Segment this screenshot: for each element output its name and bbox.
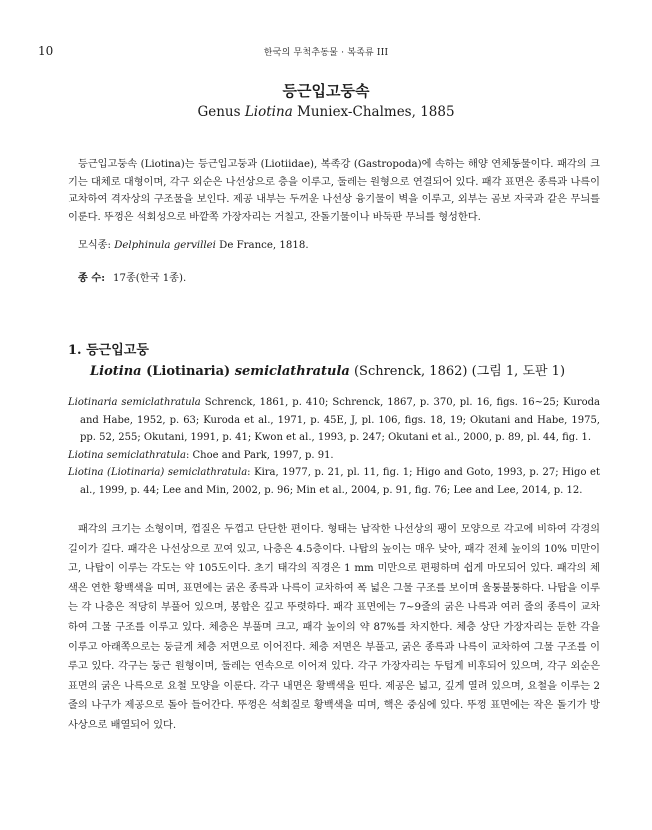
synonymy-entry — [68, 464, 600, 499]
type-species-name: Delphinula gervillei — [114, 240, 216, 251]
synonymy-citations: : Kira, 1977, p. 21, pl. 11, fig. 1; Higo and Goto, 1993, p. 27; Higo et al., 1999, p. 44; Lee and Min, 2002, p. 96; Min et al., 2004, p. 91, fig. 76; Lee and Lee, 2014, p. 12. — [80, 467, 600, 496]
synonymy-list — [68, 394, 600, 499]
genus-title-name: Liotina — [244, 104, 293, 120]
species-count — [78, 269, 186, 284]
running-header: 한국의 무척추동물 · 복족류 III — [263, 48, 389, 58]
genus-title-korean: 등근입고둥속 — [282, 82, 370, 100]
synonymy-entry — [68, 394, 600, 447]
synonymy-entry — [68, 447, 600, 465]
genus-title-authority: Muniex-Chalmes, 1885 — [292, 104, 455, 120]
synonymy-name: Liotina (Liotinaria) semiclathratula — [68, 467, 248, 478]
genus-introduction: 등근입고둥속 (Liotina)는 등근입고둥과 (Liotiidae), 복족강 (Gastropoda)에 속하는 해양 연체동물이다. 패각의 크기는 대체로 대형이며, 각구 외순은 나선상으로 층을 이루고, 둘레는 원형으로 연결되어 있다. 패각 표면은 종륵과 나륵이 교차하여 격자상의 구조물을 보인다. 제공 내부는 두꺼운 나선상 융기물이 벽을 이루고, 외부는 곰보 자국과 같은 무늬를 이룬다. 뚜껑은 석회성으로 바깥쪽 가장자리는 거칠고, 잔돌기물이나 바둑판 무늬를 형성한다. — [68, 159, 600, 223]
synonymy-name: Liotinaria semiclathratula — [68, 397, 201, 408]
species-heading: 1. 등근입고둥 — [68, 343, 149, 358]
synonymy-citations: Schrenck, 1861, p. 410; Schrenck, 1867, p. 370, pl. 16, figs. 16~25; Kuroda and Habe, 1952, p. 63; Kuroda et al., 1971, p. 45E, J, pl. 106, figs. 18, 19; Okutani and Habe, 1975, pp. 52, 255; Okutani, 1991, p. 41; Kwon et al., 1993, p. 247; Okutani et al., 2000, p. 89, pl. 44, fig. 1. — [80, 397, 600, 443]
species-epithet: semiclathratula — [234, 364, 350, 379]
species-count-label: 종 수: — [78, 272, 105, 284]
page-number: 10 — [38, 44, 54, 58]
species-genus: Liotina — [90, 364, 142, 379]
genus-title-latin — [0, 104, 652, 120]
synonymy-name: Liotina semiclathratula — [68, 449, 186, 461]
type-species-authority: De France, 1818. — [215, 240, 309, 251]
species-authority: (Schrenck, 1862) (그림 1, 도판 1) — [349, 364, 566, 379]
synonymy-citations: : Choe and Park, 1997, p. 91. — [185, 449, 334, 461]
genus-title-prefix: Genus — [197, 104, 245, 120]
species-scientific-name — [90, 360, 565, 379]
species-subgenus: (Liotinaria) — [141, 364, 235, 379]
species-count-value: 17종(한국 1종). — [113, 273, 187, 284]
type-species-label: 모식종: — [78, 240, 115, 251]
type-species — [78, 236, 309, 251]
species-description: 패각의 크기는 소형이며, 껍질은 두껍고 단단한 편이다. 형태는 납작한 나선상의 팽이 모양으로 각고에 비하여 각경의 길이가 길다. 패각은 나선상으로 꼬여 있고, 나층은 4.5층이다. 나탑의 높이는 매우 낮아, 패각 전체 높이의 10% 미만이고, 나탑이 이루는 각도는 약 105도이다. 초기 태각의 직경은 1 mm 미만으로 편평하며 쉽게 마모되어 있다. 패각의 체색은 연한 황백색을 띠며, 표면에는 굵은 종륵과 나륵이 교차하여 폭 넓은 그물 구조를 보이며 울퉁불퉁하다. 나탑을 이루는 각 나층은 적당히 부풀어 있으며, 봉합은 깊고 뚜렷하다. 패각 표면에는 7~9줄의 굵은 나륵과 여러 줄의 종륵이 교차하여 그물 구조를 이루고 있다. 체층은 부풀며 크고, 패각 높이의 약 87%를 차지한다. 체층 상단 가장자리는 둔한 각을 이루고 아래쪽으로는 둥글게 체층 저면으로 이어진다. 체층 저면은 부풀고, 굵은 종륵과 나륵이 교차하여 그물 구조를 이루고 있다. 각구는 둥근 원형이며, 둘레는 연속으로 이어져 있다. 각구 가장자리는 두텁게 비후되어 있으며, 각구 외순은 표면의 굵은 나륵으로 요철 모양을 이룬다. 각구 내면은 황백색을 띤다. 제공은 넓고, 깊게 열려 있으며, 요철을 이루는 2줄의 나구가 제공으로 돌아 들어간다. 뚜껑은 석회질로 황백색을 띠며, 핵은 중심에 있다. 뚜껑 표면에는 작은 돌기가 방사상으로 배열되어 있다. — [68, 524, 600, 731]
